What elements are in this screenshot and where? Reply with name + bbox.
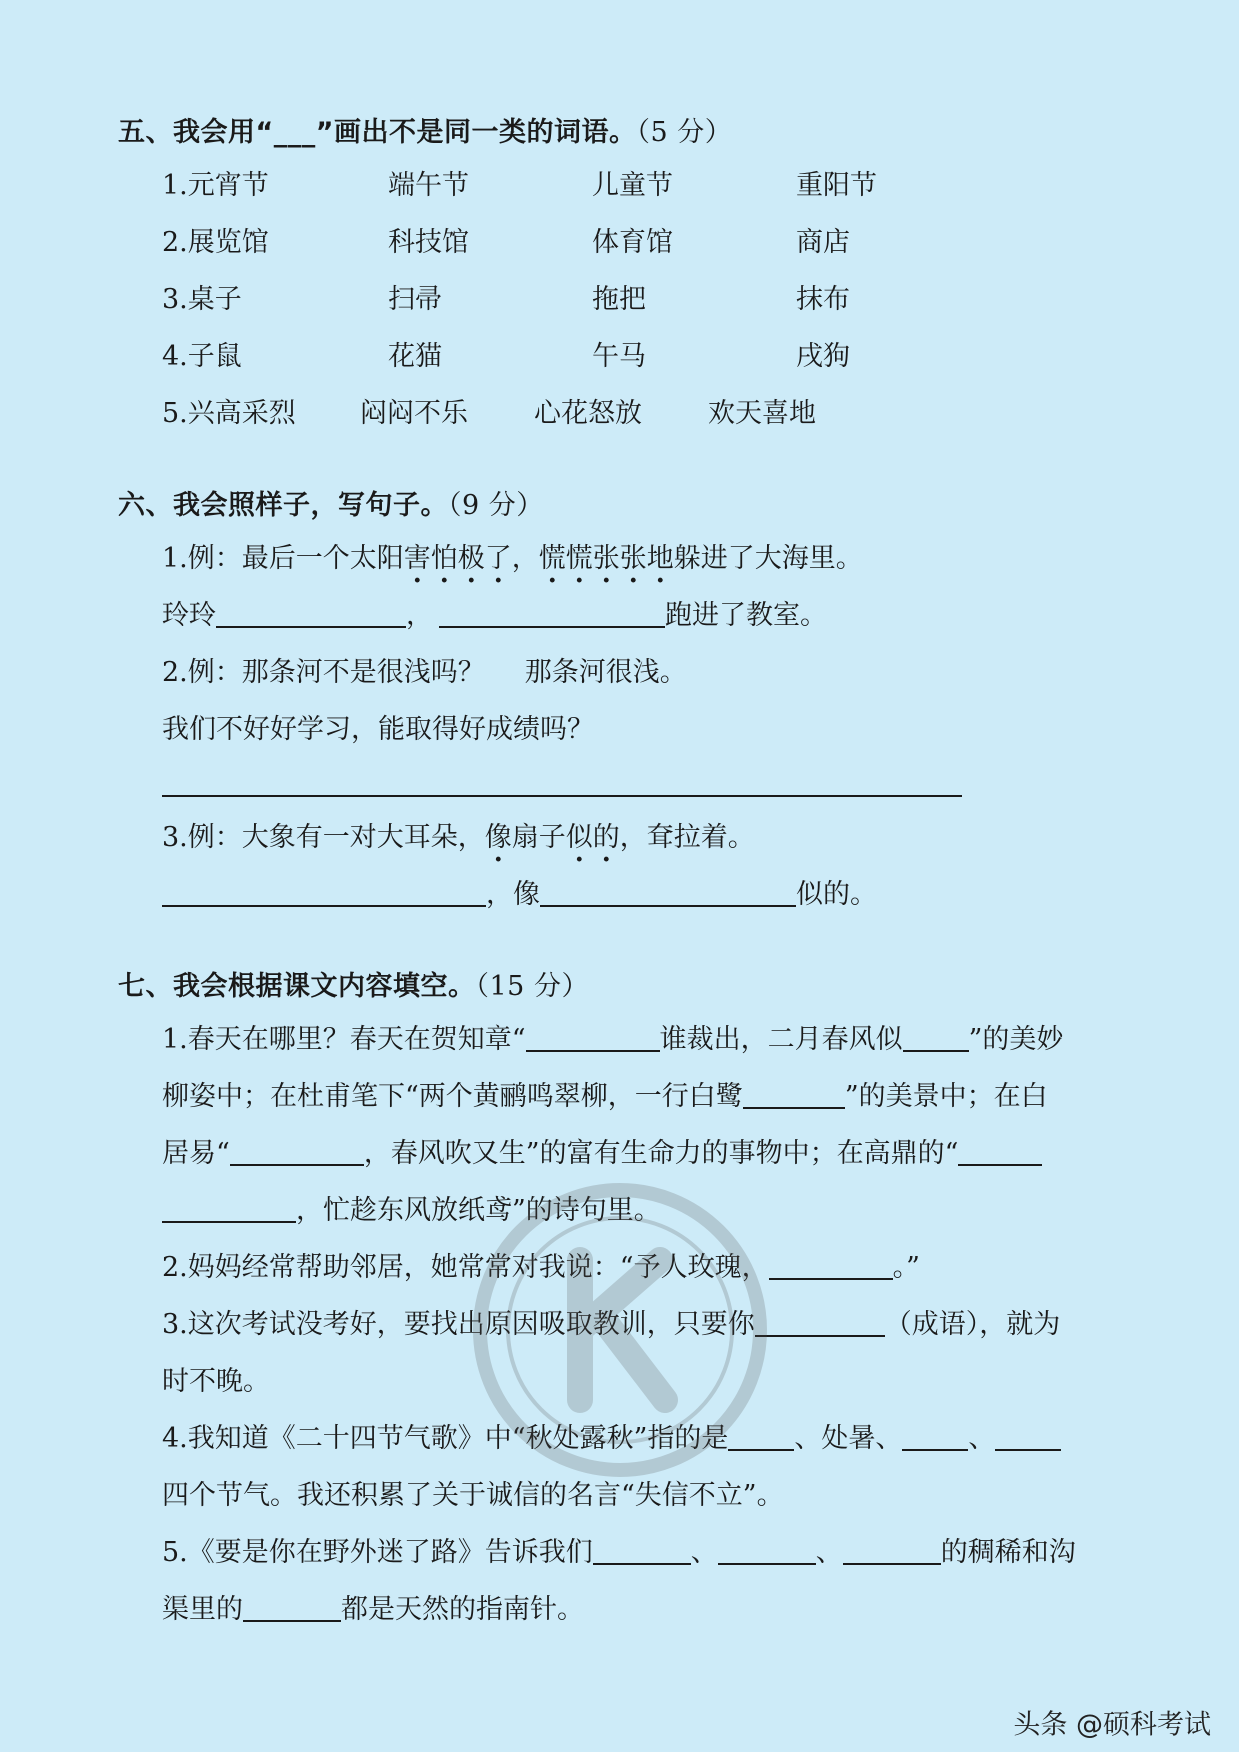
- word: 2.展览馆: [162, 227, 269, 258]
- text: ，耷拉着。: [619, 822, 755, 853]
- answer-blank[interactable]: [902, 1421, 968, 1451]
- word: 5.兴高采烈: [162, 398, 296, 429]
- text: 时不晚。: [162, 1366, 270, 1397]
- footer-credit: 头条 @硕科考试: [1013, 1709, 1211, 1741]
- answer-blank[interactable]: [162, 1193, 296, 1223]
- dotted-char: 怕: [430, 543, 458, 574]
- dotted-char: 张: [592, 543, 620, 574]
- word: 儿童节: [592, 170, 673, 201]
- answer-blank[interactable]: [230, 1136, 364, 1166]
- text: ，: [406, 600, 433, 631]
- watermark-logo: [470, 1180, 770, 1480]
- dotted-char: 害: [403, 543, 431, 574]
- s6-q3-example: [162, 818, 755, 858]
- text: ，像: [486, 879, 540, 910]
- section-7-heading: 七、我会根据课文内容填空。: [118, 971, 476, 1002]
- word: 戌狗: [796, 341, 850, 372]
- word: 端午节: [388, 170, 469, 201]
- text: 。”: [892, 1252, 920, 1283]
- text: 玲玲: [162, 600, 216, 631]
- word: 科技馆: [388, 227, 469, 258]
- s6-q3-fill: [162, 875, 877, 915]
- text: 四个节气。我还积累了关于诚信的名言“失信不立”。: [162, 1480, 784, 1511]
- text: ”的美妙: [968, 1024, 1064, 1055]
- text: 柳姿中；在杜甫笔下“两个黄鹂鸣翠柳，一行白鹭: [162, 1081, 743, 1112]
- text: 、处暑、: [794, 1423, 903, 1454]
- s6-q1-fill: [162, 596, 827, 636]
- word: 商店: [796, 227, 850, 258]
- s7-q1-line3: [162, 1134, 1042, 1174]
- dotted-char: 似: [565, 822, 593, 853]
- section-5-score: （5 分）: [636, 117, 733, 148]
- text: 、: [815, 1537, 843, 1568]
- answer-blank[interactable]: [743, 1079, 845, 1109]
- text: 居易“: [162, 1138, 230, 1169]
- section-6-score: （9 分）: [448, 490, 544, 521]
- word: 午马: [592, 341, 646, 372]
- word: 心花怒放: [534, 398, 642, 429]
- answer-blank[interactable]: [216, 598, 406, 628]
- text: 3.这次考试没考好，要找出原因吸取教训，只要你: [162, 1309, 755, 1340]
- answer-blank[interactable]: [243, 1592, 341, 1622]
- word: 拖把: [592, 284, 646, 315]
- dotted-char: 慌: [538, 543, 566, 574]
- word: 1.元宵节: [162, 170, 269, 201]
- text: 、: [968, 1423, 996, 1454]
- s7-q1-line2: [162, 1077, 1048, 1117]
- text: ”的美景中；在白: [844, 1081, 1048, 1112]
- s7-q5-line2: [162, 1590, 584, 1630]
- text: 2.妈妈经常帮助邻居，她常常对我说：“予人玫瑰，: [162, 1252, 769, 1283]
- word: 闷闷不乐: [360, 398, 468, 429]
- s7-q1-line1: [162, 1020, 1063, 1060]
- word: 欢天喜地: [708, 398, 816, 429]
- dotted-char: 张: [619, 543, 647, 574]
- answer-blank[interactable]: [995, 1421, 1061, 1451]
- text: 跑进了教室。: [665, 600, 827, 631]
- answer-blank[interactable]: [755, 1307, 885, 1337]
- word: 扫帚: [388, 284, 442, 315]
- s7-q5-line1: [162, 1533, 1076, 1573]
- text: 3.例：大象有一对大耳朵，: [162, 822, 485, 853]
- text: （成语），就为: [884, 1309, 1061, 1340]
- answer-blank[interactable]: [769, 1250, 893, 1280]
- text: 躲进了大海里。: [673, 543, 863, 574]
- dotted-char: 地: [646, 543, 674, 574]
- answer-blank[interactable]: [540, 877, 796, 907]
- text: ，: [511, 543, 539, 574]
- dotted-char: 极: [457, 543, 485, 574]
- section-7-score: （15 分）: [475, 971, 589, 1002]
- text: ，忙趁东风放纸鸢”的诗句里。: [296, 1195, 661, 1226]
- word: 重阳节: [796, 170, 877, 201]
- s6-q2-example: [162, 653, 687, 693]
- text: 、: [690, 1537, 718, 1568]
- answer-line[interactable]: [162, 795, 962, 797]
- answer-blank[interactable]: [526, 1022, 660, 1052]
- word: 抹布: [796, 284, 850, 315]
- text: 4.我知道《二十四节气歌》中“秋处露秋”指的是: [162, 1423, 729, 1454]
- text: 2.例：那条河不是很浅吗？: [162, 657, 485, 688]
- dotted-char: 了: [484, 543, 512, 574]
- text: 我们不好好学习，能取得好成绩吗？: [162, 714, 594, 745]
- answer-blank[interactable]: [718, 1535, 816, 1565]
- answer-blank[interactable]: [593, 1535, 691, 1565]
- text: 似的。: [796, 879, 877, 910]
- text: 那条河很浅。: [524, 657, 687, 688]
- section-7-title: [118, 964, 589, 1003]
- dotted-char: 的: [592, 822, 620, 853]
- text: ，春风吹又生”的富有生命力的事物中；在高鼎的“: [363, 1138, 959, 1169]
- s6-q1-example: [162, 539, 863, 579]
- text: 都是天然的指南针。: [341, 1594, 584, 1625]
- word: 4.子鼠: [162, 341, 242, 372]
- text: 1.例：最后一个太阳: [162, 543, 404, 574]
- s7-q4-line2: [162, 1476, 784, 1516]
- answer-blank[interactable]: [958, 1136, 1042, 1166]
- text: 5.《要是你在野外迷了路》告诉我们: [162, 1537, 593, 1568]
- answer-blank[interactable]: [439, 598, 665, 628]
- dotted-char: 像: [484, 822, 512, 853]
- section-5-title: [118, 110, 732, 149]
- text: 扇子: [511, 822, 566, 853]
- dotted-char: 慌: [565, 543, 593, 574]
- answer-blank[interactable]: [162, 877, 486, 907]
- section-5-heading: 五、我会用“___”画出不是同一类的词语。: [118, 117, 637, 148]
- word: 3.桌子: [162, 284, 242, 315]
- text: 谁裁出，二月春风似: [659, 1024, 903, 1055]
- answer-blank[interactable]: [903, 1022, 969, 1052]
- answer-blank[interactable]: [843, 1535, 941, 1565]
- word: 花猫: [388, 341, 442, 372]
- section-6-title: [118, 483, 544, 522]
- text: 渠里的: [162, 1594, 243, 1625]
- section-6-heading: 六、我会照样子，写句子。: [118, 490, 448, 521]
- word: 体育馆: [592, 227, 673, 258]
- text: 1.春天在哪里？春天在贺知章“: [162, 1024, 526, 1055]
- s6-q2-question: [162, 710, 594, 750]
- text: 的稠稀和沟: [940, 1537, 1076, 1568]
- s7-q3-line2: [162, 1362, 270, 1402]
